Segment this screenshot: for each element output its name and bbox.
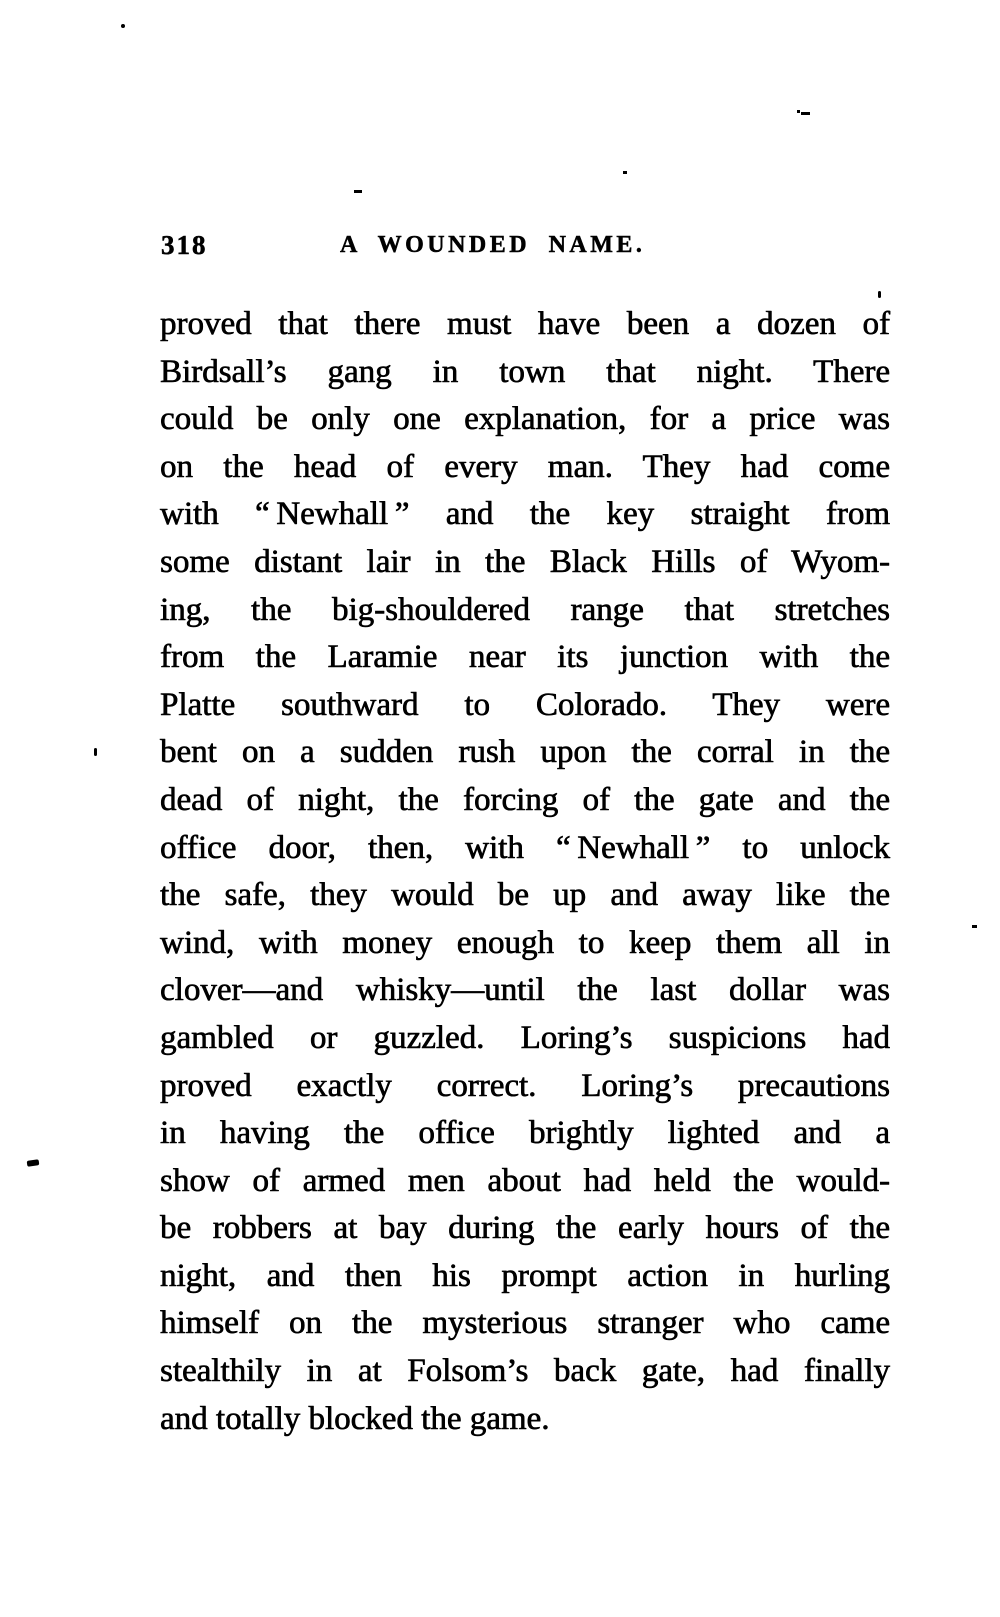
text-line: from the Laramie near its junction with the	[160, 639, 890, 676]
text-line: proved exactly correct. Loring’s precautions	[160, 1067, 890, 1104]
text-line: with “ Newhall ” and the key straight from	[160, 496, 890, 533]
text-line: wind, with money enough to keep them all in	[160, 924, 890, 961]
text-line: Birdsall’s gang in town that night. There	[160, 353, 890, 390]
text-line: proved that there must have been a dozen of	[160, 306, 890, 342]
text-line: some distant lair in the Black Hills of Wyom-	[160, 543, 890, 580]
page-number: 318	[161, 230, 208, 260]
text-line: Platte southward to Colorado. They were	[160, 686, 890, 723]
scan-speck	[797, 110, 800, 113]
scan-speck	[878, 291, 881, 298]
text-line: office door, then, with “ Newhall ” to unlock	[160, 829, 890, 866]
scan-speck	[94, 748, 97, 756]
scan-speck	[27, 1159, 40, 1167]
text-line: gambled or guzzled. Loring’s suspicions had	[160, 1019, 890, 1056]
running-title: A WOUNDED NAME.	[340, 232, 646, 258]
text-line: the safe, they would be up and away like the	[160, 877, 890, 914]
text-line: himself on the mysterious stranger who came	[160, 1305, 890, 1342]
scan-speck	[121, 24, 125, 28]
scan-speck	[623, 171, 627, 174]
scan-speck	[972, 925, 977, 928]
text-line: could be only one explanation, for a price was	[160, 401, 890, 438]
page-header	[160, 230, 890, 264]
text-line: bent on a sudden rush upon the corral in the	[160, 734, 890, 771]
text-line: stealthily in at Folsom’s back gate, had finally	[160, 1353, 890, 1390]
text-line: ing, the big-shouldered range that stretches	[160, 591, 890, 628]
text-line: and totally blocked the game.	[160, 1400, 550, 1437]
text-line: clover—and whisky—until the last dollar was	[160, 972, 890, 1009]
text-line: on the head of every man. They had come	[160, 448, 890, 485]
scan-speck	[354, 190, 362, 193]
text-line: show of armed men about had held the would-	[160, 1162, 890, 1199]
scan-speck	[801, 112, 810, 115]
text-line: in having the office brightly lighted and a	[160, 1115, 890, 1152]
text-line: be robbers at bay during the early hours of the	[160, 1210, 890, 1247]
text-line: dead of night, the forcing of the gate and the	[160, 781, 890, 818]
text-line: night, and then his prompt action in hurling	[160, 1257, 890, 1294]
page-body	[160, 301, 890, 1443]
